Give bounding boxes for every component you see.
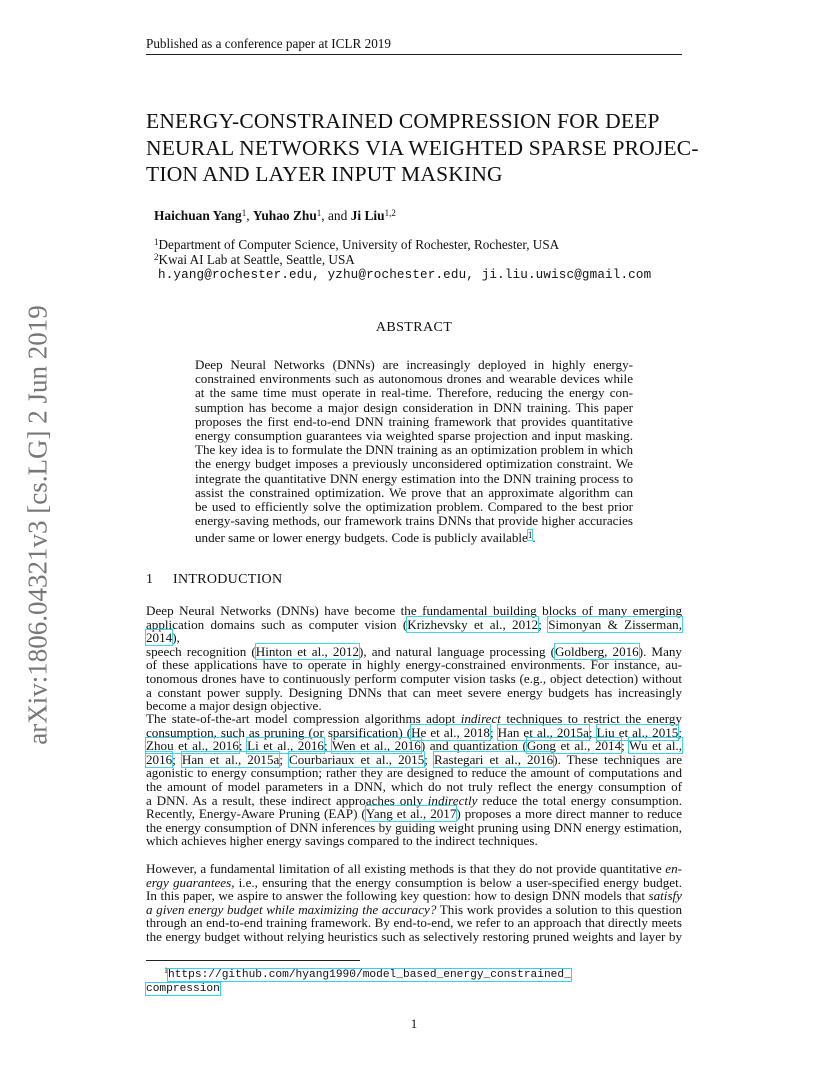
text-run: ;	[172, 751, 182, 767]
text-line: Deep Neural Networks (DNNs) have become the fundamental building blocks of many emerging	[146, 603, 682, 618]
text-line	[146, 807, 682, 821]
citation-link[interactable]: Gong et al., 2014	[526, 738, 622, 754]
abstract-line: proposes the first end-to-end DNN training framework that provides quantitative	[195, 413, 633, 429]
affiliation-2	[154, 252, 355, 268]
text-line	[146, 753, 682, 767]
abstract-line: assist the constrained optimization. We prove that an approximate algorithm can	[195, 484, 633, 500]
citation-link[interactable]: Han et al., 2015a	[181, 751, 280, 767]
arxiv-identifier: arXiv:1806.04321v3 [cs.LG] 2 Jun 2019	[22, 305, 53, 745]
author-sep: , and	[321, 208, 351, 223]
text-line	[146, 712, 682, 726]
citation-link[interactable]: Wen et al., 2016	[331, 738, 421, 754]
author-1: Haichuan Yang	[154, 208, 242, 223]
citation-link[interactable]: Simonyan & Zisserman, 2014	[146, 616, 682, 646]
text-run: ;	[238, 738, 248, 754]
citation-link[interactable]: Rastegari et al., 2016	[433, 751, 554, 767]
text-line: through an end-to-end training framework. By end-to-end, we refer to an approach that directly meets	[146, 915, 682, 931]
text-emphasis: a given energy budget while maximizing the accuracy?	[146, 901, 437, 917]
text-line	[146, 618, 682, 645]
abstract	[195, 358, 633, 546]
author-1-sup: 1	[241, 208, 247, 218]
text-emphasis: satisfy	[648, 888, 682, 904]
citation-link[interactable]: 2016	[146, 751, 173, 767]
abstract-last-text: under same or lower energy budgets. Code is publicly available	[195, 530, 528, 546]
text-run: speech recognition (	[146, 643, 256, 659]
footnote-link[interactable]: 1	[527, 530, 533, 541]
text-run: , i.e., ensuring that the energy consumption is below a user-specified energy budget.	[231, 874, 682, 890]
abstract-period: .	[532, 530, 536, 546]
author-list	[154, 208, 396, 224]
citation-link[interactable]: Courbariaux et al., 2015	[289, 751, 425, 767]
affiliation-1	[154, 237, 559, 253]
text-run: ;	[538, 616, 549, 632]
text-line: of these applications have to operate in highly energy-constrained environments. For instance, au-	[146, 657, 682, 673]
citation-link[interactable]: Hinton et al., 2012	[255, 643, 360, 659]
affiliation-text: Kwai AI Lab at Seattle, Seattle, USA	[158, 252, 355, 267]
footnote-url[interactable]: compression	[146, 983, 220, 996]
text-run: ),	[172, 630, 180, 646]
citation-link[interactable]: Yang et al., 2017	[365, 806, 457, 822]
text-run: reduce the total energy consumption.	[477, 792, 683, 808]
abstract-line: energy consumption guarantees via weighted sparse projection and input masking.	[195, 428, 633, 444]
text-line	[146, 903, 682, 917]
text-run: However, a fundamental limitation of all existing methods is that they do not provide quantitative	[146, 861, 666, 876]
abstract-line: energy-saving methods, our framework trains DNNs that provide higher accuracies	[195, 513, 633, 529]
text-line: tonomous drones have to continuously perform computer vision tasks (e.g., object detection) without	[146, 670, 682, 686]
text-run: The state-of-the-art model compression algorithms adopt	[146, 711, 461, 726]
text-run: ;	[323, 738, 332, 754]
text-line: the energy consumption of DNN inferences by guiding weight pruning using DNN energy estimation,	[146, 819, 682, 835]
page-number: 1	[410, 1016, 418, 1031]
abstract-line: at the same time must operate in real-time. Therefore, reducing the energy con-	[195, 385, 633, 401]
arxiv-sidebar	[18, 290, 58, 760]
intro-paragraph-3	[146, 862, 682, 944]
intro-paragraph-2	[146, 712, 682, 848]
text-line: the amount of model parameters in a DNN, which do not truly reflect the energy consumption of	[146, 778, 682, 794]
text-emphasis: en-	[665, 861, 682, 876]
affiliation-sup: 1	[154, 237, 159, 247]
paper-title	[146, 108, 699, 188]
text-run: techniques to restrict the energy	[500, 711, 682, 726]
text-run: application domains such as computer vision (	[146, 616, 408, 632]
author-2-sup: 1	[316, 208, 322, 218]
text-line: the energy budget without relying heuristics such as selectively restoring pruned weights and layer by	[146, 928, 682, 944]
text-run: a DNN. As a result, these indirect approaches only	[146, 792, 428, 808]
text-run: ) and quantization (	[420, 738, 527, 754]
text-run: ) proposes a more direct manner to reduce	[456, 806, 683, 822]
citation-link[interactable]: Goldberg, 2016	[554, 643, 639, 659]
text-run: ). Many	[638, 643, 682, 659]
citation-link[interactable]: Liu et al., 2015	[596, 724, 679, 740]
citation-link[interactable]: Han et al., 2015a	[497, 724, 589, 740]
header-rule	[146, 54, 682, 55]
footnote-rule	[146, 960, 360, 961]
text-line	[146, 739, 682, 753]
text-run: ;	[588, 724, 597, 740]
affiliation-sup: 2	[154, 252, 159, 262]
text-line	[146, 876, 682, 890]
author-3: Ji Liu	[350, 208, 385, 223]
author-2: Yuhao Zhu	[252, 208, 317, 223]
title-line-1: ENERGY-CONSTRAINED COMPRESSION FOR DEEP	[146, 109, 660, 133]
section-heading-introduction	[146, 572, 282, 588]
affiliation-text: Department of Computer Science, University of Rochester, Rochester, USA	[158, 237, 560, 252]
text-line	[146, 645, 682, 659]
footnote-line-2	[146, 982, 571, 996]
text-run: ). These techniques are	[553, 751, 683, 767]
text-line: which achieves higher energy savings compared to the indirect techniques.	[146, 833, 538, 849]
text-emphasis: indirect	[460, 711, 501, 726]
footnote-line-1	[146, 964, 571, 982]
citation-link[interactable]: He et al., 2018	[411, 724, 490, 740]
citation-link[interactable]: Krizhevsky et al., 2012	[407, 616, 539, 632]
citation-link[interactable]: Wu et al.,	[629, 738, 683, 754]
abstract-heading: ABSTRACT	[375, 320, 453, 335]
title-line-3: TION AND LAYER INPUT MASKING	[146, 162, 503, 186]
text-run: ;	[489, 724, 498, 740]
text-emphasis: indirectly	[427, 792, 478, 808]
abstract-line: constrained environments such as autonomous drones and wearable devices while	[195, 371, 633, 387]
text-run: In this paper, we aspire to answer the following key question: how to design DNN models that	[146, 888, 649, 904]
intro-paragraph-1	[146, 604, 682, 713]
abstract-line: Deep Neural Networks (DNNs) are increasingly deployed in highly energy-	[195, 357, 633, 372]
section-number: 1	[146, 572, 154, 587]
text-run: ;	[678, 724, 682, 740]
text-run: ), and natural language processing (	[359, 643, 555, 659]
text-emphasis: ergy guarantees	[146, 874, 232, 890]
running-header: Published as a conference paper at ICLR 2019	[146, 36, 391, 51]
abstract-line: be used to efficiently solve the optimization problem. Compared to the best prior	[195, 499, 633, 515]
abstract-line: The key idea is to formulate the DNN training as an optimization problem in which	[195, 442, 633, 458]
author-emails: h.yang@rochester.edu, yzhu@rochester.edu, ji.liu.uwisc@gmail.com	[158, 268, 652, 282]
text-line: a constant power supply. Designing DNNs that can meet severe energy budgets has increasingly	[146, 684, 682, 700]
footnote	[146, 964, 571, 996]
abstract-line: sumption has become a major design consideration in DNN training. This paper	[195, 399, 633, 415]
footnote-url[interactable]: https://github.com/hyang1990/model_based_energy_constrained_	[168, 969, 571, 981]
citation-link[interactable]: Li et al., 2016	[247, 738, 324, 754]
text-line	[146, 889, 682, 903]
text-run: consumption, such as pruning (or sparsification) (	[146, 724, 412, 740]
text-run: ;	[279, 751, 290, 767]
abstract-line: the energy budget imposes a previously unconsidered optimization constraint. We	[195, 456, 633, 472]
text-run: Recently, Energy-Aware Pruning (EAP) (	[146, 806, 366, 822]
text-run: This work provides a solution to this question	[436, 901, 682, 917]
citation-link[interactable]: Zhou et al., 2016	[146, 738, 239, 754]
section-title: INTRODUCTION	[173, 572, 283, 587]
text-run: ;	[424, 751, 434, 767]
title-line-2: NEURAL NETWORKS VIA WEIGHTED SPARSE PROJEC-	[146, 135, 699, 160]
text-run: ;	[621, 738, 630, 754]
abstract-line: integrate the quantitative DNN energy estimation into the DNN training process to	[195, 470, 633, 486]
text-line: become a major design objective.	[146, 698, 322, 714]
text-line: agonistic to energy consumption; rather they are designed to reduce the amount of computations and	[146, 765, 682, 781]
text-line	[146, 862, 682, 876]
abstract-line	[195, 528, 633, 545]
footnote-mark: 1	[164, 966, 168, 975]
author-sep: ,	[246, 208, 253, 223]
author-3-sup: 1,2	[384, 208, 396, 218]
